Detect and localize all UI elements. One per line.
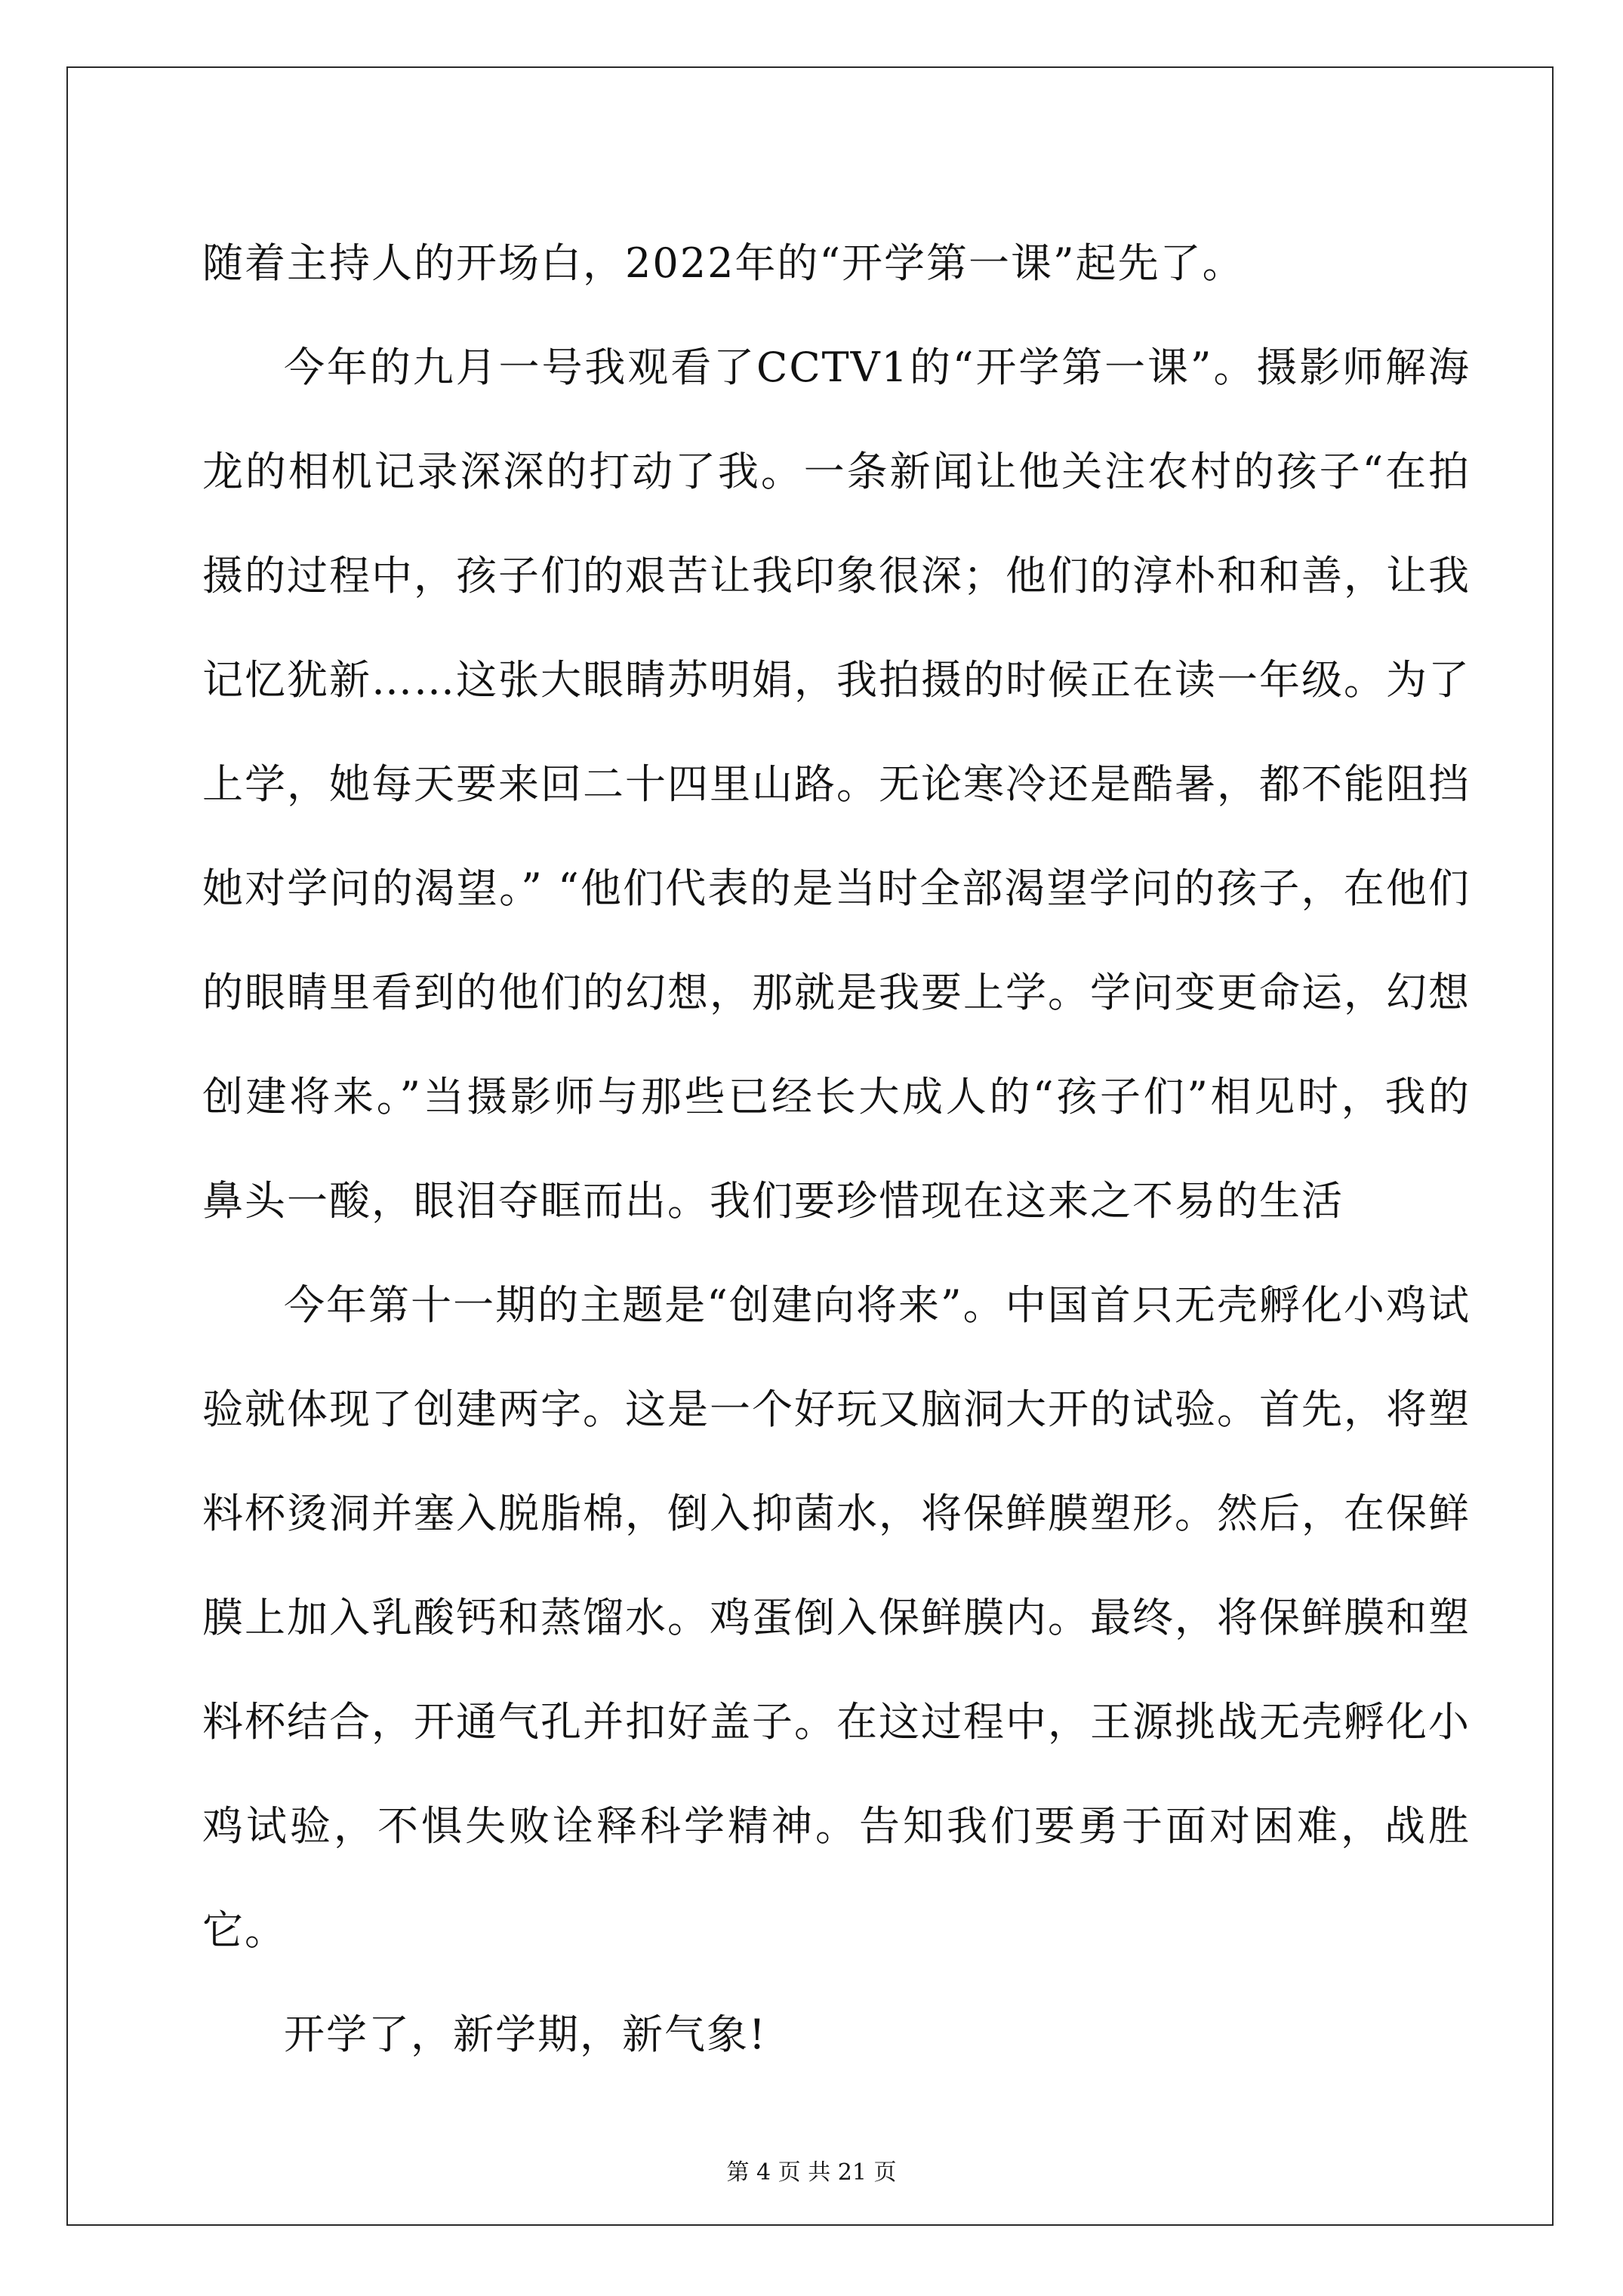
paragraph-3: 今年第十一期的主题是“创建向将来”。中国首只无壳孵化小鸡试验就体现了创建两字。这是一个好玩又脑洞大开的试验。首先，将塑料杯烫洞并塞入脱脂棉，倒入抑菌水，将保鲜膜塑形。然后，在保鲜膜上加入乳酸钙和蒸馏水。鸡蛋倒入保鲜膜内。最终，将保鲜膜和塑料杯结合，开通气孔并扣好盖子。在这过程中，王源挑战无壳孵化小鸡试验，不惧失败诠释科学精神。告知我们要勇于面对困难，战胜它。 [202, 1281, 1471, 1954]
paragraph-2: 今年的九月一号我观看了CCTV1的“开学第一课”。摄影师解海龙的相机记录深深的打动了我。一条新闻让他关注农村的孩子“在拍摄的过程中，孩子们的艰苦让我印象很深；他们的淳朴和和善，让我记忆犹新……这张大眼睛苏明娟，我拍摄的时候正在读一年级。为了上学，她每天要来回二十四里山路。无论寒冷还是酷暑，都不能阻挡她对学问的渴望。” “他们代表的是当时全部渴望学问的孩子，在他们的眼睛里看到的他们的幻想，那就是我要上学。学问变更命运，幻想创建将来。”当摄影师与那些已经长大成人的“孩子们”相见时，我的鼻头一酸，眼泪夺眶而出。我们要珍惜现在这来之不易的生活 [202, 344, 1471, 1225]
paragraph-4: 开学了，新学期，新气象! [284, 2011, 767, 2058]
paragraph-1: 随着主持人的开场白，2022年的“开学第一课”起先了。 [202, 239, 1245, 287]
document-body [202, 211, 1471, 2087]
page-number: 第 4 页 共 21 页 [726, 2159, 897, 2186]
